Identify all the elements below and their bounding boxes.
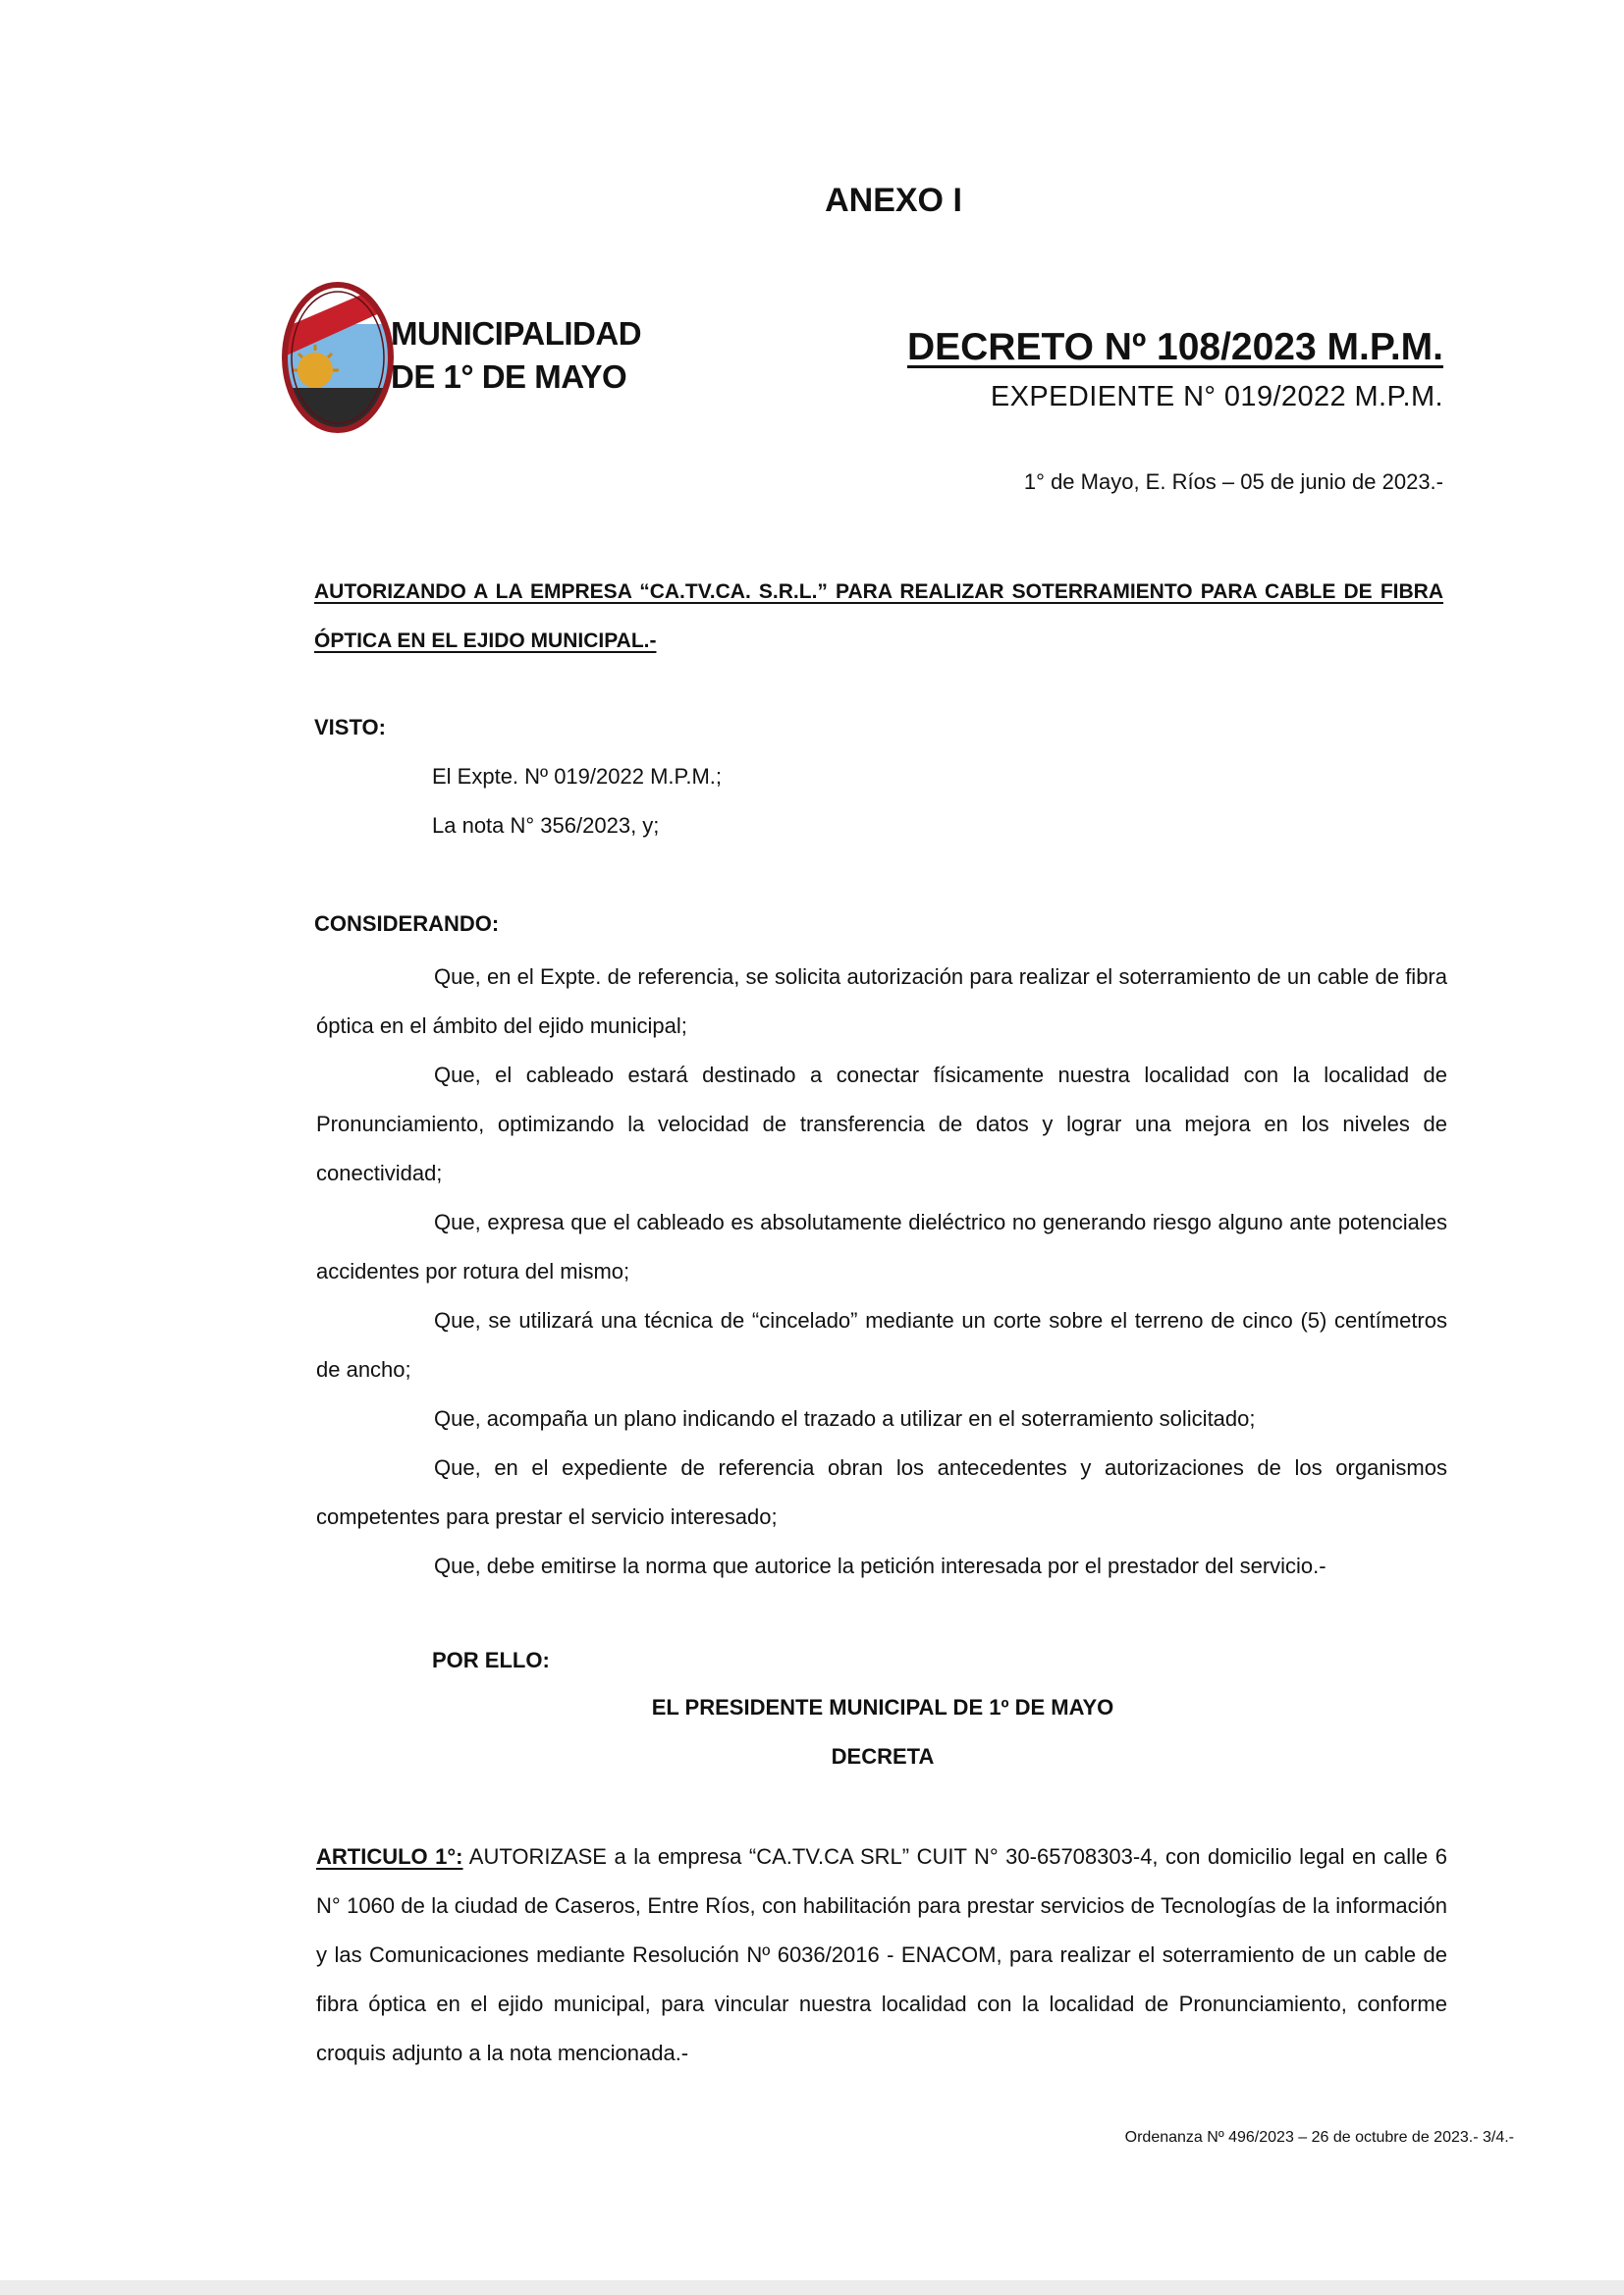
considerando-heading: CONSIDERANDO: (314, 911, 500, 936)
visto-item-2: La nota N° 356/2023, y; (432, 813, 660, 838)
municipality-seal-logo (280, 280, 396, 435)
considerando-paragraph-2: Que, el cableado estará destinado a conectar físicamente nuestra localidad con la localidad de Pronunciamiento, optimizando la velocidad de transferencia de datos y lograr una mejora en los niveles de conectividad; (316, 1063, 1447, 1185)
considerando-paragraph-5: Que, acompaña un plano indicando el trazado a utilizar en el soterramiento solicitado; (434, 1406, 1256, 1431)
place-date: 1° de Mayo, E. Ríos – 05 de junio de 2023.- (1023, 469, 1443, 494)
article-1-text: AUTORIZASE a la empresa “CA.TV.CA SRL” CUIT N° 30-65708303-4, con domicilio legal en calle 6 N° 1060 de la ciudad de Caseros, Entre Ríos, con habilitación para prestar servicios de Tecnologías de la información y las Comunicaciones mediante Resolución Nº 6036/2016 - ENACOM, para realizar el soterramiento de un cable de fibra óptica en el ejido municipal, para vincular nuestra localidad con la localidad de Pronunciamiento, conforme croquis adjunto a la nota mencionada.- (316, 1844, 1448, 2065)
municipality-name-line2: DE 1° DE MAYO (391, 358, 627, 395)
considerando-paragraph-3: Que, expresa que el cableado es absolutamente dieléctrico no generando riesgo alguno ante potenciales accidentes por rotura del mismo; (316, 1210, 1447, 1284)
article-1-paragraph (316, 1832, 1447, 2078)
visto-heading: VISTO: (314, 715, 386, 739)
article-1 (316, 1832, 1447, 2078)
considerando-paragraph-7: Que, debe emitirse la norma que autorice la petición interesada por el prestador del servicio.- (434, 1554, 1326, 1578)
por-ello-heading: POR ELLO: (432, 1648, 550, 1672)
decree-number: DECRETO Nº 108/2023 M.P.M. (906, 326, 1443, 368)
municipality-name (391, 312, 641, 399)
scan-bottom-edge (0, 2280, 1624, 2295)
considerando-paragraph-6: Que, en el expediente de referencia obran los antecedentes y autorizaciones de los organismos competentes para prestar el servicio interesado; (316, 1455, 1447, 1529)
considerando-paragraphs (316, 953, 1447, 1591)
file-number: EXPEDIENTE N° 019/2022 M.P.M. (990, 381, 1443, 412)
considerando-paragraph-1: Que, en el Expte. de referencia, se solicita autorización para realizar el soterramiento de un cable de fibra óptica en el ámbito del ejido municipal; (316, 964, 1447, 1038)
footer-ordinance-reference: Ordenanza Nº 496/2023 – 26 de octubre de 2023.- 3/4.- (1124, 2129, 1514, 2146)
decree-subject-text: AUTORIZANDO A LA EMPRESA “CA.TV.CA. S.R.L.” PARA REALIZAR SOTERRAMIENTO PARA CABLE DE FIBRA ÓPTICA EN EL EJIDO MUNICIPAL.- (314, 580, 1443, 652)
decree-subject (314, 568, 1443, 666)
president-line: EL PRESIDENTE MUNICIPAL DE 1º DE MAYO (651, 1695, 1114, 1720)
considerando-paragraph-4: Que, se utilizará una técnica de “cincelado” mediante un corte sobre el terreno de cinco (5) centímetros de ancho; (316, 1308, 1447, 1382)
visto-item-1: El Expte. Nº 019/2022 M.P.M.; (432, 764, 723, 789)
decreta-heading: DECRETA (831, 1744, 935, 1769)
article-1-label: ARTICULO 1°: (316, 1844, 463, 1869)
annex-title: ANEXO I (825, 182, 962, 219)
municipality-name-line1: MUNICIPALIDAD (391, 315, 642, 352)
